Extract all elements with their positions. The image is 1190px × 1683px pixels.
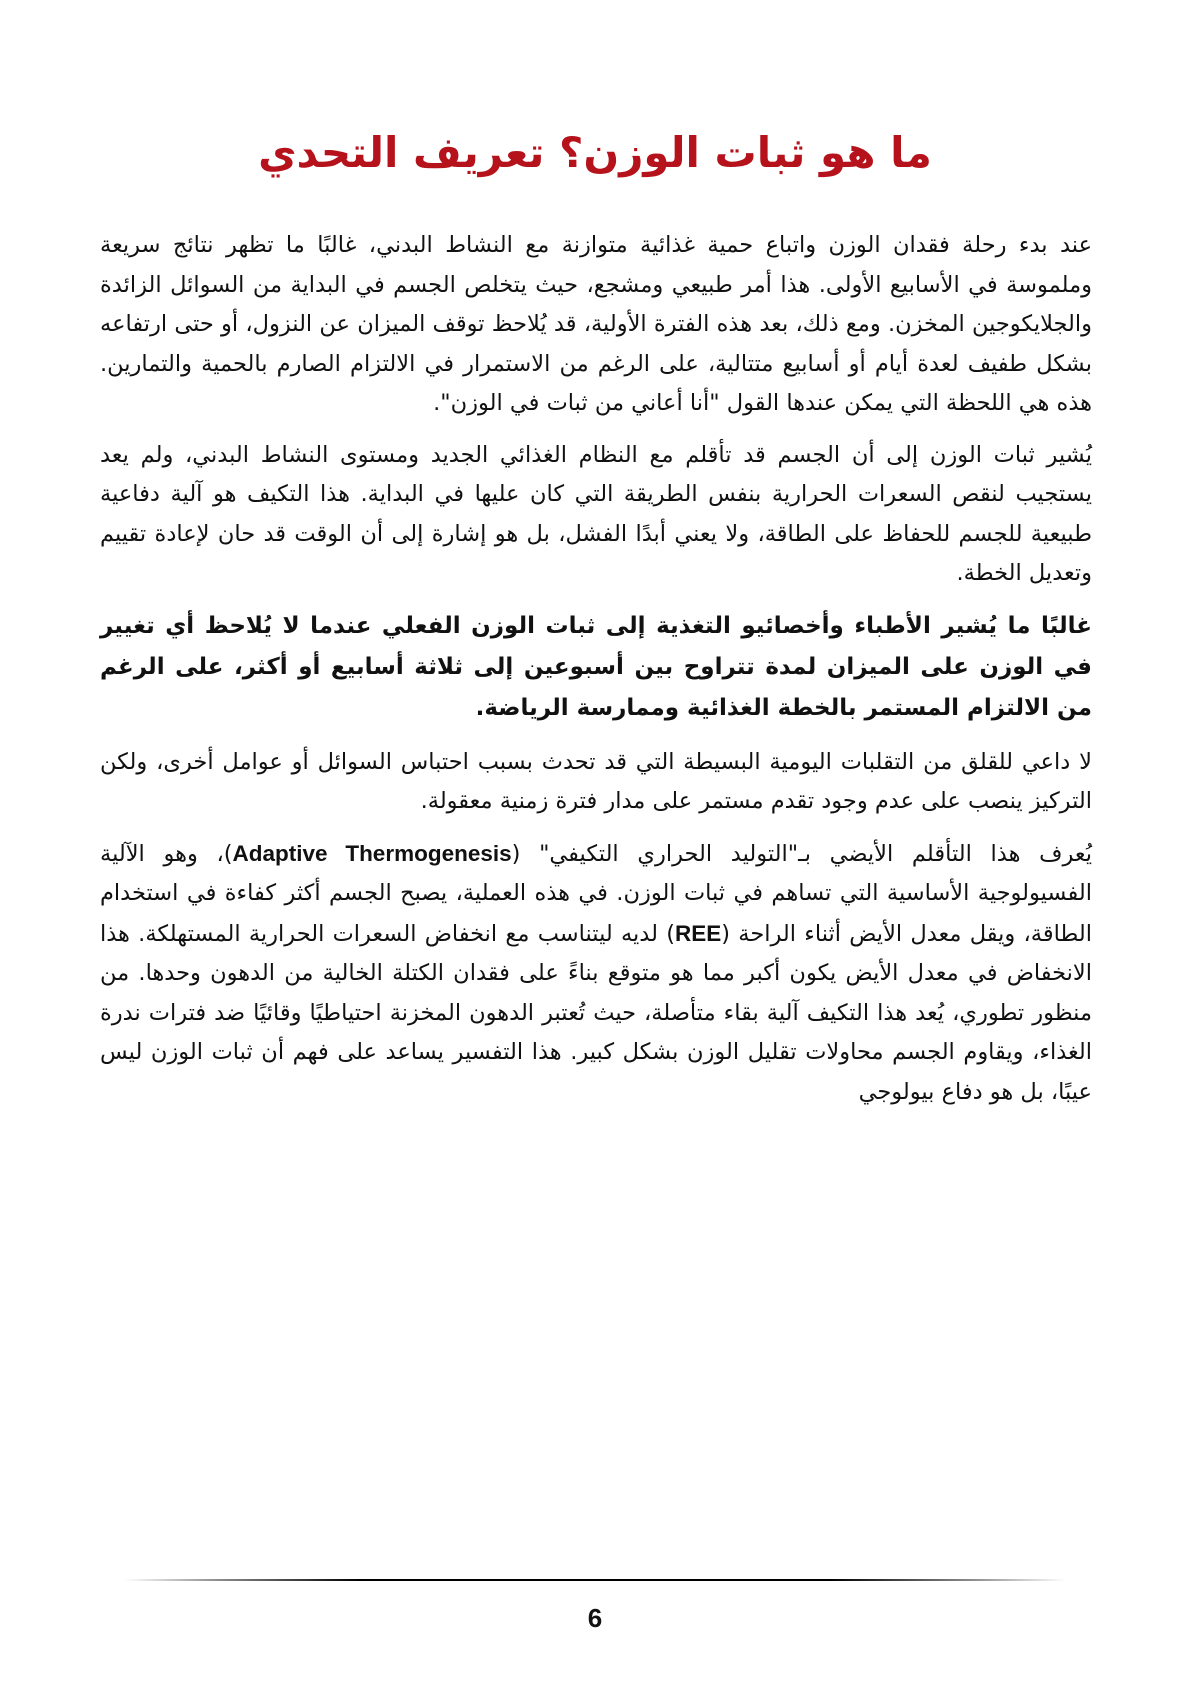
paragraph-adaptation: يُشير ثبات الوزن إلى أن الجسم قد تأقلم مع النظام الغذائي الجديد ومستوى النشاط البدني، ولم يعد يستجيب لنقص السعرات الحرارية بنفس الطريقة التي كان عليها في البداية. هذا التكيف هو آلية دفاعية طبيعية للجسم للحفاظ على الطاقة، ولا يعني أبدًا الفشل، بل هو إشارة إلى أن الوقت قد حان لإعادة تقييم وتعديل الخطة.: [100, 441, 1092, 586]
body-text: [100, 226, 1092, 1124]
ree-abbreviation: REE: [674, 920, 722, 946]
paragraph-adaptive-thermogenesis: [100, 834, 1092, 1113]
page-title: ما هو ثبات الوزن؟ تعريف التحدي: [258, 128, 932, 177]
paragraph-intro: عند بدء رحلة فقدان الوزن واتباع حمية غذائية متوازنة مع النشاط البدني، غالبًا ما تظهر نتائج سريعة وملموسة في الأسابيع الأولى. هذا أمر طبيعي ومشجع، حيث يتخلص الجسم في البداية من السوائل الزائدة والجلايكوجين المخزن. ومع ذلك، بعد هذه الفترة الأولية، قد يُلاحظ توقف الميزان عن النزول، أو حتى ارتفاعه بشكل طفيف لعدة أيام أو أسابيع متتالية، على الرغم من الاستمرار في الالتزام الصارم بالحمية والتمارين. هذه هي اللحظة التي يمكن عندها القول "أنا أعاني من ثبات في الوزن".: [100, 232, 1092, 416]
footer-divider: [124, 1579, 1066, 1581]
adaptive-thermogenesis-term: Adaptive Thermogenesis: [232, 840, 512, 866]
paragraph-definition-highlight: غالبًا ما يُشير الأطباء وأخصائيو التغذية إلى ثبات الوزن الفعلي عندما لا يُلاحظ أي تغيير في الوزن على الميزان لمدة تتراوح بين أسبوعين إلى ثلاثة أسابيع أو أكثر، على الرغم من الالتزام المستمر بالخطة الغذائية وممارسة الرياضة.: [100, 612, 1092, 721]
thermogenesis-text-middle: )، وهو الآلية الفسيولوجية الأساسية التي تساهم في ثبات الوزن. في هذه العملية، يصبح الجسم أكثر كفاءة في استخدام الطاقة، ويقل معدل الأيض أثناء الراحة (: [100, 840, 1092, 947]
thermogenesis-text-before: يُعرف هذا التأقلم الأيضي بـ"التوليد الحراري التكيفي" (: [511, 840, 1092, 867]
page-number: 6: [587, 1603, 603, 1633]
paragraph-fluctuations: لا داعي للقلق من التقلبات اليومية البسيطة التي قد تحدث بسبب احتباس السوائل أو عوامل أخرى، ولكن التركيز ينصب على عدم وجود تقدم مستمر على مدار فترة زمنية معقولة.: [100, 748, 1092, 814]
thermogenesis-text-after: ) لديه ليتناسب مع انخفاض السعرات الحرارية المستهلكة. هذا الانخفاض في معدل الأيض يكون أكبر مما هو متوقع بناءً على فقدان الكتلة الخالية من الدهون وحدها. من منظور تطوري، يُعد هذا التكيف آلية بقاء متأصلة، حيث تُعتبر الدهون المخزنة احتياطيًا وقائيًا ضد فترات ندرة الغذاء، ويقاوم الجسم محاولات تقليل الوزن بشكل كبير. هذا التفسير يساعد على فهم أن ثبات الوزن ليس عيبًا، بل هو دفاع بيولوجي: [100, 920, 1092, 1105]
